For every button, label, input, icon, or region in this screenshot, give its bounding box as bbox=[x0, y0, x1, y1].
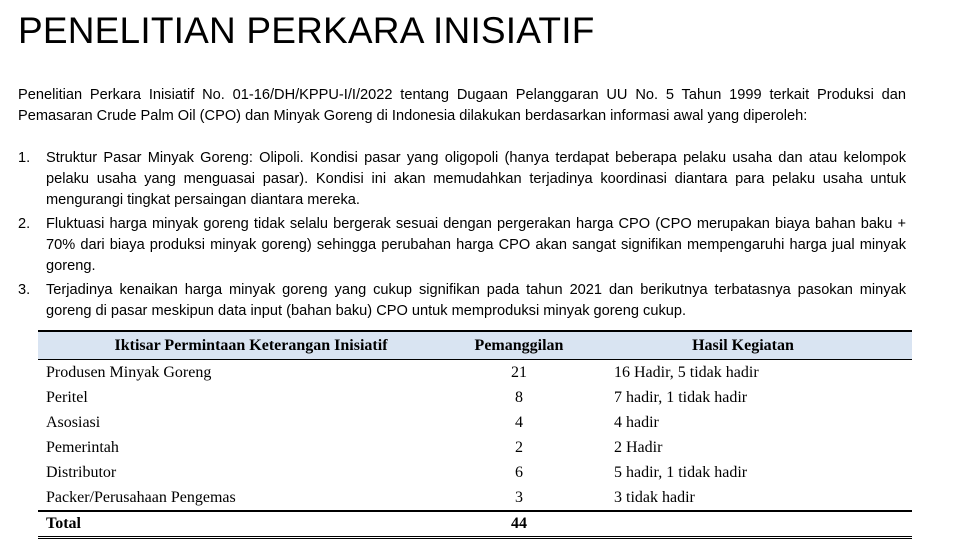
list-item-number: 2. bbox=[18, 216, 31, 232]
row-count: 2 bbox=[515, 438, 523, 456]
row-count: 21 bbox=[511, 363, 527, 381]
row-count: 3 bbox=[515, 488, 523, 506]
table-row bbox=[38, 485, 912, 511]
row-result: 5 hadir, 1 tidak hadir bbox=[614, 463, 748, 481]
intro-paragraph: Penelitian Perkara Inisiatif No. 01-16/DH/KPPU-I/I/2022 tentang Dugaan Pelanggaran UU No. 5 Tahun 1999 terkait Produksi dan Pemasaran Crude Palm Oil (CPO) dan Minyak Goreng di Indonesia dilakukan berdasarkan informasi awal yang diperoleh: bbox=[18, 87, 906, 124]
row-name: Distributor bbox=[46, 463, 117, 481]
list-item bbox=[18, 280, 906, 322]
list-item-number: 1. bbox=[18, 150, 31, 166]
row-name: Asosiasi bbox=[46, 413, 101, 431]
findings-list bbox=[18, 148, 906, 325]
list-item-text: Terjadinya kenaikan harga minyak goreng yang cukup signifikan pada tahun 2021 dan berikutnya terbatasnya pasokan minyak goreng di pasar meskipun data input (bahan baku) CPO untuk memproduksi minyak goreng cukup. bbox=[46, 282, 906, 319]
row-result: 2 Hadir bbox=[614, 438, 663, 456]
header-hasil-kegiatan: Hasil Kegiatan bbox=[574, 331, 912, 360]
list-item-number: 3. bbox=[18, 282, 31, 298]
row-result: 4 hadir bbox=[614, 413, 659, 431]
table-row bbox=[38, 435, 912, 460]
row-name: Produsen Minyak Goreng bbox=[46, 363, 212, 381]
header-pemanggilan: Pemanggilan bbox=[464, 331, 574, 360]
summary-table bbox=[38, 330, 912, 539]
total-count: 44 bbox=[464, 511, 574, 538]
list-item bbox=[18, 214, 906, 277]
header-iktisar: Iktisar Permintaan Keterangan Inisiatif bbox=[38, 331, 464, 360]
list-item-text: Fluktuasi harga minyak goreng tidak selalu bergerak sesuai dengan pergerakan harga CPO (CPO merupakan biaya bahan baku + 70% dari biaya produksi minyak goreng) sehingga perubahan harga CPO akan sangat signifikan mempengaruhi harga jual minyak goreng. bbox=[46, 216, 906, 274]
row-name: Peritel bbox=[46, 388, 88, 406]
row-result: 16 Hadir, 5 tidak hadir bbox=[614, 363, 759, 381]
total-result-empty bbox=[574, 511, 912, 538]
table-row bbox=[38, 460, 912, 485]
row-name: Packer/Perusahaan Pengemas bbox=[46, 488, 236, 506]
table-header-row bbox=[38, 331, 912, 360]
table-total-row bbox=[38, 511, 912, 538]
row-count: 8 bbox=[515, 388, 523, 406]
row-count: 6 bbox=[515, 463, 523, 481]
row-result: 7 hadir, 1 tidak hadir bbox=[614, 388, 748, 406]
page-title: PENELITIAN PERKARA INISIATIF bbox=[18, 10, 595, 51]
table-row bbox=[38, 360, 912, 386]
summary-table-container bbox=[38, 330, 912, 539]
table-row bbox=[38, 385, 912, 410]
table-row bbox=[38, 410, 912, 435]
row-name: Pemerintah bbox=[46, 438, 119, 456]
list-item-text: Struktur Pasar Minyak Goreng: Olipoli. Kondisi pasar yang oligopoli (hanya terdapat beberapa pelaku usaha dan atau kelompok pelaku usaha yang menguasai pasar). Kondisi ini akan memudahkan terjadinya koordinasi diantara para pelaku usaha untuk mengurangi tingkat persaingan diantara mereka. bbox=[46, 150, 906, 208]
row-result: 3 tidak hadir bbox=[614, 488, 695, 506]
total-label: Total bbox=[38, 511, 464, 538]
row-count: 4 bbox=[515, 413, 523, 431]
list-item bbox=[18, 148, 906, 211]
